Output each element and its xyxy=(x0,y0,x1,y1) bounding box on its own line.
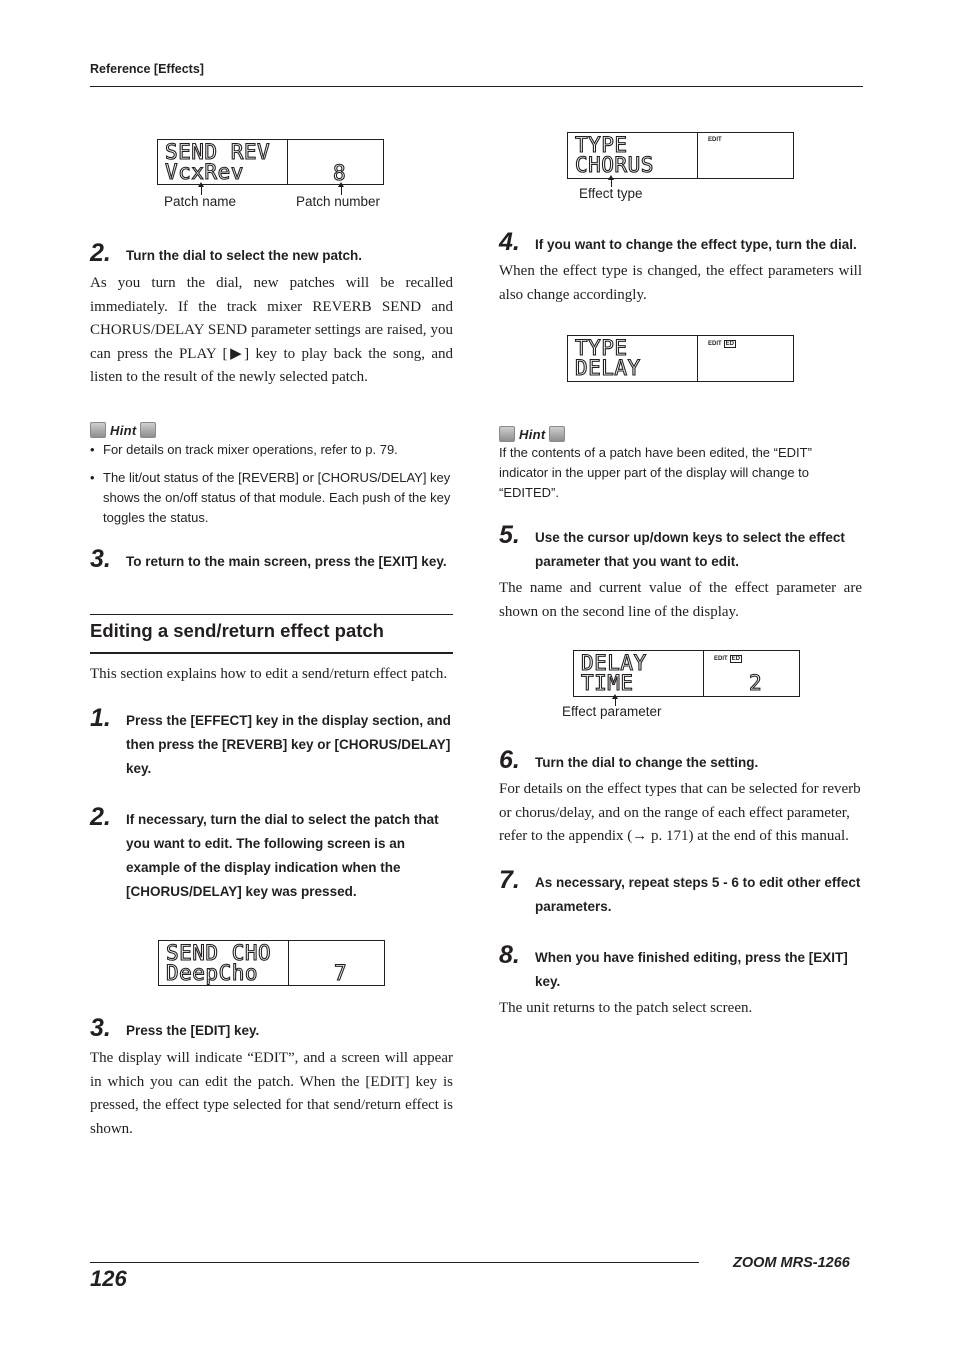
step-number: 1. xyxy=(90,704,111,732)
step-body: The name and current value of the effect parameter are shown on the second line of the display. xyxy=(499,580,862,620)
lcd-line-2: TIME xyxy=(581,671,634,695)
lcd-line-2: CHORUS xyxy=(575,153,654,177)
lcd-line-1: SEND REV xyxy=(165,140,271,164)
step-title: Press the [EFFECT] key in the display section, and then press the [REVERB] key or [CHORUS/DELAY] key. xyxy=(126,713,451,776)
lcd-line-1: TYPE xyxy=(575,133,628,157)
step-title: Use the cursor up/down keys to select the effect parameter that you want to edit. xyxy=(535,530,845,569)
footer-rule xyxy=(90,1262,699,1263)
step-number: 8. xyxy=(499,941,520,969)
step-number: 7. xyxy=(499,866,520,894)
lcd-patch-number: 8 xyxy=(333,161,346,185)
lcd-line-2: VcxRev xyxy=(165,160,244,184)
step-number: 2. xyxy=(90,803,111,831)
product-name: ZOOM MRS-1266 xyxy=(733,1255,850,1271)
lcd-display-send-rev xyxy=(157,139,384,185)
step-body: When the effect type is changed, the effect parameters will also change accordingly. xyxy=(499,263,862,303)
step-number: 3. xyxy=(90,545,111,573)
lcd-display-send-cho xyxy=(158,940,385,986)
lcd-display-type-delay xyxy=(567,335,794,382)
hint-label: Hint xyxy=(110,422,137,438)
hint-bullet: • The lit/out status of the [REVERB] or [CHORUS/DELAY] key shows the on/off status of that module. Each push of the key toggles the status. xyxy=(90,470,451,525)
lcd-line-1: SEND CHO xyxy=(166,941,272,965)
hint-marker-icon xyxy=(90,422,106,438)
step-title: Turn the dial to change the setting. xyxy=(535,755,759,770)
step-number: 4. xyxy=(499,228,520,256)
hint-marker-icon xyxy=(499,426,515,442)
hint-marker-icon xyxy=(140,422,156,438)
step-title: If you want to change the effect type, turn the dial. xyxy=(535,237,857,252)
section-rule-bottom xyxy=(90,652,453,654)
step-number: 3. xyxy=(90,1014,111,1042)
step-title: To return to the main screen, press the [EXIT] key. xyxy=(126,554,447,569)
page-number: 126 xyxy=(90,1266,127,1291)
lcd-parameter-value: 2 xyxy=(749,671,762,695)
caption-patch-number: Patch number xyxy=(296,194,381,209)
section-title: Editing a send/return effect patch xyxy=(90,620,384,641)
step-number: 5. xyxy=(499,521,520,549)
hint-body: If the contents of a patch have been edited, the “EDIT” indicator in the upper part of the display will change to “EDITED”. xyxy=(499,445,812,500)
step-title: Press the [EDIT] key. xyxy=(126,1023,260,1038)
hint-bullets xyxy=(90,440,460,528)
lcd-line-1: DELAY xyxy=(581,651,647,675)
running-header: Reference [Effects] xyxy=(90,62,204,76)
step-body: The display will indicate “EDIT”, and a screen will appear in which you can edit the patch. When the [EDIT] key is pressed, the effect type selected for that send/return effect is shown. xyxy=(90,1050,453,1137)
lcd-line-2: DeepCho xyxy=(166,961,259,985)
step-title: If necessary, turn the dial to select the patch that you want to edit. The following screen is an example of the display indication when the [CHORUS/DELAY] key was pressed. xyxy=(126,812,439,899)
step-title: When you have finished editing, press the [EXIT] key. xyxy=(535,950,848,989)
step-body: The unit returns to the patch select screen. xyxy=(499,1000,753,1016)
step-body: As you turn the dial, new patches will be recalled immediately. If the track mixer REVERB SEND and CHORUS/DELAY SEND parameter settings are raised, you can press the PLAY [▶] key to play back the song, and listen to the result of the newly selected patch. xyxy=(90,275,453,385)
step-number: 2. xyxy=(90,239,111,267)
step-title: As necessary, repeat steps 5 - 6 to edit other effect parameters. xyxy=(535,875,861,914)
hint-label: Hint xyxy=(519,426,546,442)
lcd-display-type-chorus xyxy=(567,132,794,179)
hint-marker-icon xyxy=(549,426,565,442)
hint-bullet: • For details on track mixer operations, refer to p. 79. xyxy=(90,442,398,457)
header-rule xyxy=(90,86,863,87)
lcd-line-2: DELAY xyxy=(575,356,641,380)
step-title: Turn the dial to select the new patch. xyxy=(126,248,363,263)
lcd-patch-number: 7 xyxy=(334,961,347,985)
step-body: For details on the effect types that can be selected for reverb or chorus/delay, and on the range of each effect parameter, refer to the appendix (→ p. 171) at the end of this manual. xyxy=(499,781,861,844)
lcd-edit-indicator: EDIT ED xyxy=(714,656,741,662)
hint-heading xyxy=(90,422,156,438)
step-number: 6. xyxy=(499,746,520,774)
section-intro: This section explains how to edit a send/return effect patch. xyxy=(90,666,448,682)
lcd-display-delay-time xyxy=(573,650,800,697)
hint-heading xyxy=(499,426,565,442)
lcd-line-1: TYPE xyxy=(575,336,628,360)
lcd-edit-indicator: EDIT xyxy=(708,137,722,143)
caption-effect-parameter: Effect parameter xyxy=(562,704,662,719)
lcd-edit-indicator: EDIT ED xyxy=(708,341,735,347)
section-rule-top xyxy=(90,614,453,615)
caption-patch-name: Patch name xyxy=(164,194,237,209)
caption-effect-type: Effect type xyxy=(579,186,643,201)
